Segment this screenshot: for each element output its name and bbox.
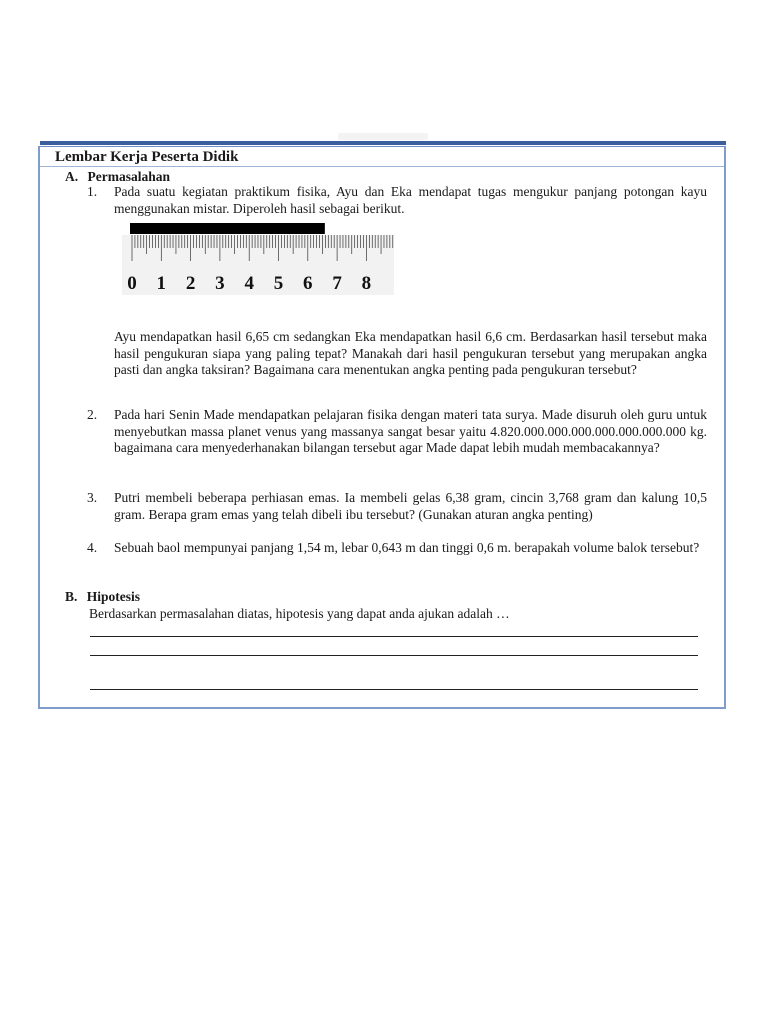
header-fragment bbox=[338, 133, 428, 140]
answer-line[interactable] bbox=[90, 655, 698, 656]
ruler-label: 7 bbox=[332, 273, 342, 294]
item-text: Putri membeli beberapa perhiasan emas. Ia membeli gelas 6,38 gram, cincin 3,768 gram dan kalung 10,5 gram. Berapa gram emas yang telah dibeli ibu tersebut? (Gunakan aturan angka penting) bbox=[114, 490, 707, 522]
section-b-label: Hipotesis bbox=[86, 589, 141, 604]
item-number: 4. bbox=[87, 540, 98, 555]
section-b-letter: B. bbox=[65, 589, 78, 604]
ruler-label: 3 bbox=[215, 273, 225, 294]
ruler-label: 1 bbox=[156, 273, 167, 294]
item-text: Pada suatu kegiatan praktikum fisika, Ayu dan Eka mendapat tugas mengukur panjang potongan kayu menggunakan mistar. Diperoleh hasil sebagai berikut. bbox=[114, 184, 707, 216]
item-1-followup: Ayu mendapatkan hasil 6,65 cm sedangkan Eka mendapatkan hasil 6,6 cm. Berdasarkan hasil tersebut maka hasil pengukuran siapa yang paling tepat? Manakah dari hasil pengukuran tersebut yang merupakan angka pasti dan angka taksiran? Bagaimana cara menentukan angka penting pada pengukuran tersebut? bbox=[114, 329, 707, 377]
ruler-label: 4 bbox=[244, 273, 254, 294]
wood-piece-bar bbox=[130, 223, 325, 234]
hypothesis-prompt: Berdasarkan permasalahan diatas, hipotesis yang dapat anda ajukan adalah … bbox=[89, 606, 510, 621]
item-number: 3. bbox=[87, 490, 98, 505]
item-number: 1. bbox=[87, 184, 98, 199]
worksheet-title: Lembar Kerja Peserta Didik bbox=[40, 147, 724, 167]
answer-line[interactable] bbox=[90, 636, 698, 637]
ruler-label: 2 bbox=[185, 273, 196, 294]
ruler-icon bbox=[122, 223, 394, 301]
item-text: Sebuah baol mempunyai panjang 1,54 m, lebar 0,643 m dan tinggi 0,6 m. berapakah volume balok tersebut? bbox=[114, 540, 700, 555]
ruler-label: 0 bbox=[127, 273, 137, 294]
ruler-label: 6 bbox=[303, 273, 313, 294]
item-text: Pada hari Senin Made mendapatkan pelajaran fisika dengan materi tata surya. Made disuruh oleh guru untuk menyebutkan massa planet venus yang massanya sangat besar yaitu 4.820.000.000.000.000.000.000.000 kg. bagaimana cara menyederhanakan bilangan tersebut agar Made dapat lebih mudah membacakannya? bbox=[114, 407, 707, 455]
section-a-label: Permasalahan bbox=[87, 169, 170, 184]
ruler-image bbox=[122, 223, 394, 301]
item-number: 2. bbox=[87, 407, 98, 422]
section-a-heading bbox=[65, 169, 170, 185]
worksheet bbox=[38, 146, 726, 709]
answer-line[interactable] bbox=[90, 689, 698, 690]
ruler-label: 8 bbox=[361, 273, 372, 294]
section-b-heading bbox=[65, 589, 140, 605]
section-a-letter: A. bbox=[65, 169, 79, 184]
ruler-label: 5 bbox=[273, 273, 284, 294]
sheet-top-border bbox=[40, 141, 726, 145]
